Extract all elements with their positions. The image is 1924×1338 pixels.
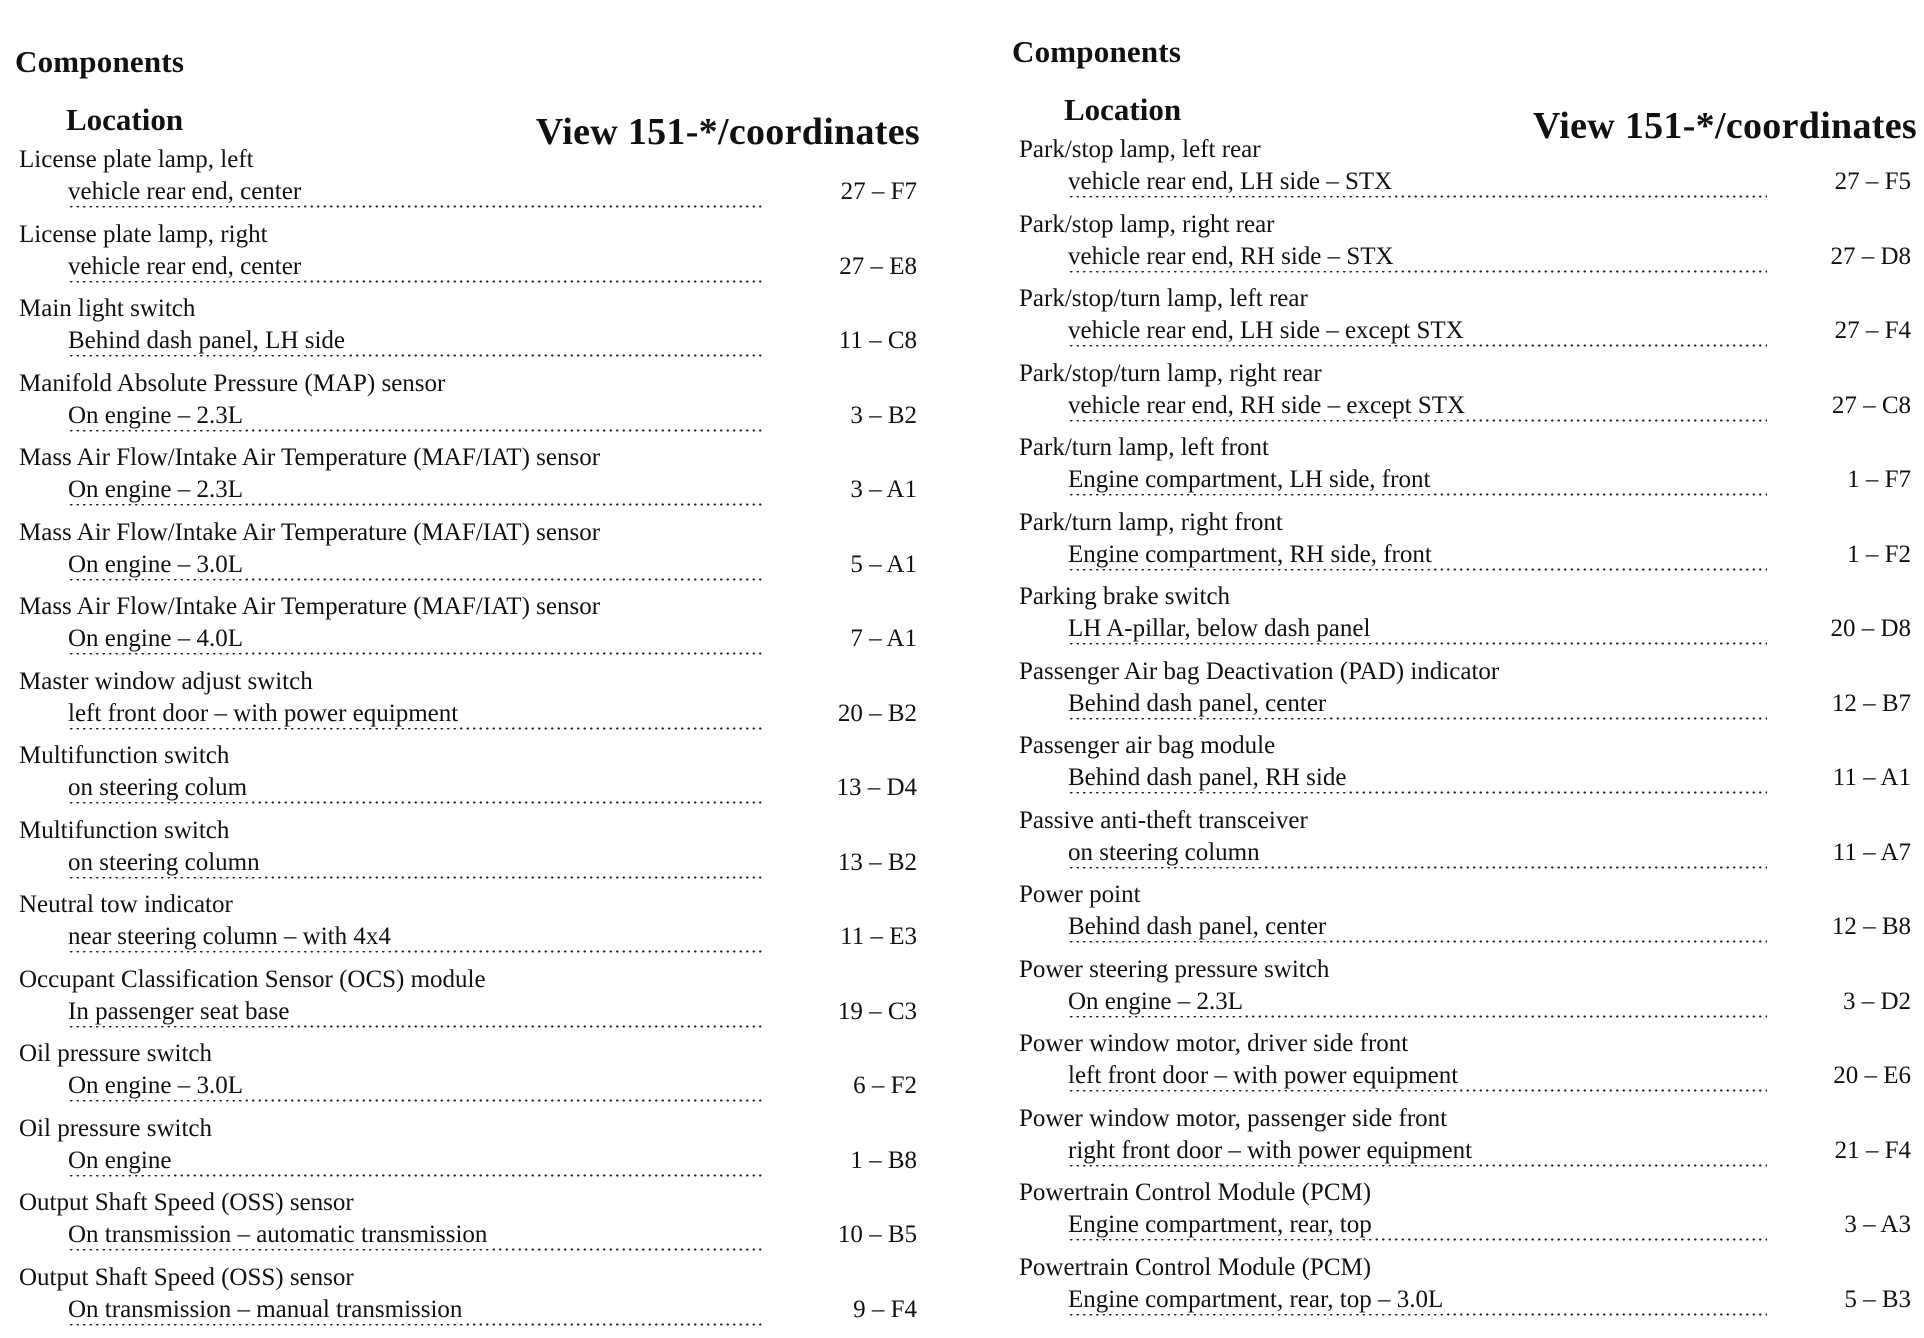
component-location: on steering column <box>68 849 262 877</box>
component-entry <box>1012 1105 1917 1180</box>
component-name: Neutral tow indicator <box>19 891 233 919</box>
component-location: On engine – 4.0L <box>68 625 245 653</box>
location-line <box>1068 1062 1917 1096</box>
component-name: Passenger air bag module <box>1019 732 1275 760</box>
component-name: Park/stop/turn lamp, right rear <box>1019 360 1322 388</box>
location-heading: Location <box>1064 92 1181 128</box>
component-name: Power point <box>1019 881 1141 909</box>
view-coordinate: 27 – F7 <box>841 178 917 206</box>
view-coordinate: 1 – F7 <box>1847 466 1911 494</box>
location-line <box>68 178 932 212</box>
component-entry <box>1012 583 1917 658</box>
location-line <box>68 1072 932 1106</box>
location-line <box>1068 466 1917 500</box>
component-entry <box>1012 807 1917 882</box>
location-line <box>1068 690 1917 724</box>
view-coordinate: 27 – C8 <box>1832 392 1911 420</box>
component-location: Engine compartment, RH side, front <box>1068 541 1434 569</box>
component-entry <box>12 519 932 594</box>
component-entry <box>12 668 932 743</box>
view-coordinate: 9 – F4 <box>853 1296 917 1324</box>
component-name: Park/turn lamp, right front <box>1019 509 1283 537</box>
component-name: Mass Air Flow/Intake Air Temperature (MAF/IAT) sensor <box>19 519 600 547</box>
component-entry <box>12 593 932 668</box>
location-line <box>1068 317 1917 351</box>
component-name: Passive anti-theft transceiver <box>1019 807 1308 835</box>
component-name: Oil pressure switch <box>19 1040 212 1068</box>
view-coordinate: 1 – B8 <box>850 1147 917 1175</box>
view-coordinate: 10 – B5 <box>838 1221 917 1249</box>
component-location: left front door – with power equipment <box>1068 1062 1460 1090</box>
location-line <box>1068 913 1917 947</box>
component-name: Main light switch <box>19 295 195 323</box>
view-coordinate: 27 – D8 <box>1830 243 1911 271</box>
view-coordinate: 11 – E3 <box>840 923 917 951</box>
component-location: vehicle rear end, LH side – STX <box>1068 168 1394 196</box>
location-line <box>68 402 932 436</box>
location-line <box>1068 1137 1917 1171</box>
view-coordinates-heading: View 151-*/coordinates <box>536 110 920 154</box>
location-line <box>1068 615 1917 649</box>
view-coordinates-heading: View 151-*/coordinates <box>1533 104 1917 148</box>
component-location: on steering column <box>1068 839 1262 867</box>
view-coordinate: 20 – B2 <box>838 700 917 728</box>
view-coordinate: 5 – B3 <box>1844 1286 1911 1314</box>
component-entry <box>12 817 932 892</box>
component-name: Mass Air Flow/Intake Air Temperature (MAF/IAT) sensor <box>19 593 600 621</box>
component-entry <box>12 1264 932 1338</box>
view-coordinate: 21 – F4 <box>1835 1137 1911 1165</box>
component-location: On transmission – automatic transmission <box>68 1221 489 1249</box>
component-entry <box>1012 434 1917 509</box>
components-heading: Components <box>1012 34 1181 70</box>
component-location: Behind dash panel, RH side <box>1068 764 1348 792</box>
view-coordinate: 27 – E8 <box>839 253 917 281</box>
component-name: Manifold Absolute Pressure (MAP) sensor <box>19 370 445 398</box>
location-line <box>68 1221 932 1255</box>
component-location: Engine compartment, rear, top – 3.0L <box>1068 1286 1445 1314</box>
location-line <box>68 849 932 883</box>
view-coordinate: 11 – C8 <box>839 327 917 355</box>
component-name: Parking brake switch <box>1019 583 1230 611</box>
component-entry <box>12 742 932 817</box>
component-location: On transmission – manual transmission <box>68 1296 464 1324</box>
location-line <box>1068 392 1917 426</box>
component-name: Power steering pressure switch <box>1019 956 1329 984</box>
component-location: Behind dash panel, center <box>1068 690 1328 718</box>
component-location: Engine compartment, rear, top <box>1068 1211 1374 1239</box>
components-heading: Components <box>15 44 184 80</box>
component-location: vehicle rear end, LH side – except STX <box>1068 317 1466 345</box>
view-coordinate: 3 – A1 <box>850 476 917 504</box>
component-name: License plate lamp, left <box>19 146 254 174</box>
location-line <box>1068 839 1917 873</box>
component-entry <box>1012 732 1917 807</box>
component-location: vehicle rear end, RH side – STX <box>1068 243 1396 271</box>
view-coordinate: 13 – B2 <box>838 849 917 877</box>
component-location: On engine – 3.0L <box>68 1072 245 1100</box>
component-name: Park/turn lamp, left front <box>1019 434 1269 462</box>
view-coordinate: 12 – B7 <box>1832 690 1911 718</box>
component-entry <box>1012 360 1917 435</box>
component-entry <box>1012 285 1917 360</box>
location-line <box>68 923 932 957</box>
component-entry <box>1012 136 1917 211</box>
component-name: Mass Air Flow/Intake Air Temperature (MAF/IAT) sensor <box>19 444 600 472</box>
view-coordinate: 19 – C3 <box>838 998 917 1026</box>
location-line <box>1068 1286 1917 1320</box>
component-entry <box>12 295 932 370</box>
location-line <box>68 625 932 659</box>
component-entry <box>1012 956 1917 1031</box>
location-line <box>1068 764 1917 798</box>
location-line <box>1068 541 1917 575</box>
location-line <box>68 998 932 1032</box>
component-location: near steering column – with 4x4 <box>68 923 393 951</box>
component-name: Power window motor, passenger side front <box>1019 1105 1447 1133</box>
component-location: Behind dash panel, LH side <box>68 327 347 355</box>
component-location: vehicle rear end, center <box>68 178 303 206</box>
component-entry <box>12 146 932 221</box>
view-coordinate: 20 – D8 <box>1830 615 1911 643</box>
location-line <box>68 774 932 808</box>
component-name: Output Shaft Speed (OSS) sensor <box>19 1189 354 1217</box>
component-location: Engine compartment, LH side, front <box>1068 466 1432 494</box>
component-entry <box>1012 881 1917 956</box>
component-name: Power window motor, driver side front <box>1019 1030 1408 1058</box>
view-coordinate: 13 – D4 <box>836 774 917 802</box>
location-line <box>68 700 932 734</box>
component-list <box>12 146 932 1338</box>
view-coordinate: 11 – A7 <box>1833 839 1911 867</box>
location-line <box>1068 1211 1917 1245</box>
location-line <box>1068 243 1917 277</box>
component-entry <box>12 221 932 296</box>
location-line <box>1068 168 1917 202</box>
component-entry <box>12 891 932 966</box>
component-entry <box>1012 211 1917 286</box>
view-coordinate: 11 – A1 <box>1833 764 1911 792</box>
component-name: Multifunction switch <box>19 742 229 770</box>
component-entry <box>12 1189 932 1264</box>
component-location: On engine <box>68 1147 173 1175</box>
component-location: On engine – 2.3L <box>68 476 245 504</box>
component-location: Behind dash panel, center <box>1068 913 1328 941</box>
component-list <box>1012 136 1917 1328</box>
component-name: License plate lamp, right <box>19 221 268 249</box>
component-entry <box>12 966 932 1041</box>
location-line <box>68 327 932 361</box>
view-coordinate: 12 – B8 <box>1832 913 1911 941</box>
component-location: left front door – with power equipment <box>68 700 460 728</box>
component-entry <box>12 370 932 445</box>
component-name: Park/stop/turn lamp, left rear <box>1019 285 1308 313</box>
component-name: Master window adjust switch <box>19 668 313 696</box>
component-entry <box>1012 658 1917 733</box>
component-name: Park/stop lamp, right rear <box>1019 211 1275 239</box>
component-name: Powertrain Control Module (PCM) <box>1019 1179 1371 1207</box>
location-line <box>1068 988 1917 1022</box>
component-location: right front door – with power equipment <box>1068 1137 1474 1165</box>
component-name: Park/stop lamp, left rear <box>1019 136 1261 164</box>
component-name: Output Shaft Speed (OSS) sensor <box>19 1264 354 1292</box>
location-line <box>68 1147 932 1181</box>
component-location: vehicle rear end, RH side – except STX <box>1068 392 1467 420</box>
component-location: vehicle rear end, center <box>68 253 303 281</box>
location-heading: Location <box>66 102 183 138</box>
view-coordinate: 5 – A1 <box>850 551 917 579</box>
component-location: LH A-pillar, below dash panel <box>1068 615 1372 643</box>
component-entry <box>12 1040 932 1115</box>
component-entry <box>12 444 932 519</box>
component-location: On engine – 2.3L <box>1068 988 1245 1016</box>
view-coordinate: 3 – A3 <box>1844 1211 1911 1239</box>
component-name: Occupant Classification Sensor (OCS) module <box>19 966 486 994</box>
view-coordinate: 27 – F4 <box>1835 317 1911 345</box>
component-location: On engine – 3.0L <box>68 551 245 579</box>
component-name: Oil pressure switch <box>19 1115 212 1143</box>
component-entry <box>1012 1030 1917 1105</box>
view-coordinate: 3 – B2 <box>850 402 917 430</box>
view-coordinate: 7 – A1 <box>850 625 917 653</box>
component-name: Passenger Air bag Deactivation (PAD) indicator <box>1019 658 1499 686</box>
location-line <box>68 253 932 287</box>
view-coordinate: 27 – F5 <box>1835 168 1911 196</box>
component-name: Multifunction switch <box>19 817 229 845</box>
component-entry <box>1012 509 1917 584</box>
view-coordinate: 6 – F2 <box>853 1072 917 1100</box>
component-location: on steering colum <box>68 774 249 802</box>
component-entry <box>1012 1179 1917 1254</box>
component-location: On engine – 2.3L <box>68 402 245 430</box>
location-line <box>68 1296 932 1330</box>
location-line <box>68 551 932 585</box>
view-coordinate: 20 – E6 <box>1833 1062 1911 1090</box>
component-location: In passenger seat base <box>68 998 291 1026</box>
location-line <box>68 476 932 510</box>
component-entry <box>12 1115 932 1190</box>
view-coordinate: 3 – D2 <box>1843 988 1911 1016</box>
component-entry <box>1012 1254 1917 1329</box>
view-coordinate: 1 – F2 <box>1847 541 1911 569</box>
component-name: Powertrain Control Module (PCM) <box>1019 1254 1371 1282</box>
